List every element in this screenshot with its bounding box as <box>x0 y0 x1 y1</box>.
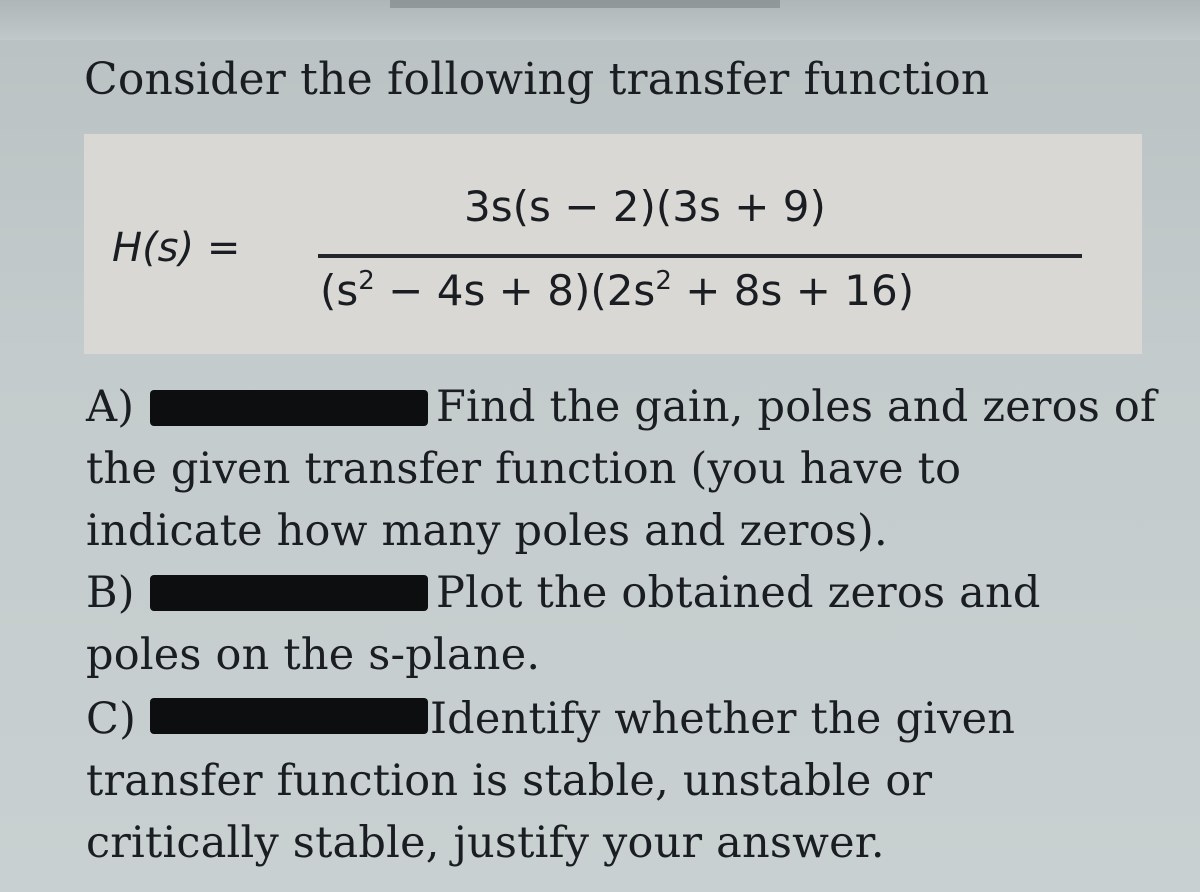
question-a-line1: Find the gain, poles and zeros of <box>436 382 1157 432</box>
top-bar <box>390 0 780 8</box>
redaction-b <box>150 575 428 611</box>
question-a-line2: the given transfer function (you have to <box>86 444 962 494</box>
formula-lhs: H(s) = <box>112 225 241 271</box>
den-exp-2: 2 <box>655 266 672 296</box>
question-b-line1: Plot the obtained zeros and <box>436 568 1041 618</box>
question-c-line1: Identify whether the given <box>430 694 1016 744</box>
den-exp-1: 2 <box>358 266 375 296</box>
formula-box <box>84 134 1142 354</box>
question-c-label: C) <box>86 694 137 744</box>
redaction-c <box>150 698 428 734</box>
redaction-a <box>150 390 428 426</box>
question-b-label: B) <box>86 568 135 618</box>
question-c-line2: transfer function is stable, unstable or <box>86 756 933 806</box>
formula-numerator: 3s(s − 2)(3s + 9) <box>464 182 826 231</box>
den-part-2: − 4s + 8)(2s <box>374 266 656 315</box>
question-c-line3: critically stable, justify your answer. <box>86 818 885 868</box>
den-part-3: + 8s + 16) <box>671 266 915 315</box>
question-a-label: A) <box>86 382 135 432</box>
intro-text: Consider the following transfer function <box>84 54 990 105</box>
den-part-1: (s <box>320 266 359 315</box>
photo-top-edge <box>0 0 1200 40</box>
formula-denominator <box>320 266 915 315</box>
question-b-line2: poles on the s-plane. <box>86 630 541 680</box>
question-a-line3: indicate how many poles and zeros). <box>86 506 888 556</box>
fraction-bar <box>318 254 1082 258</box>
